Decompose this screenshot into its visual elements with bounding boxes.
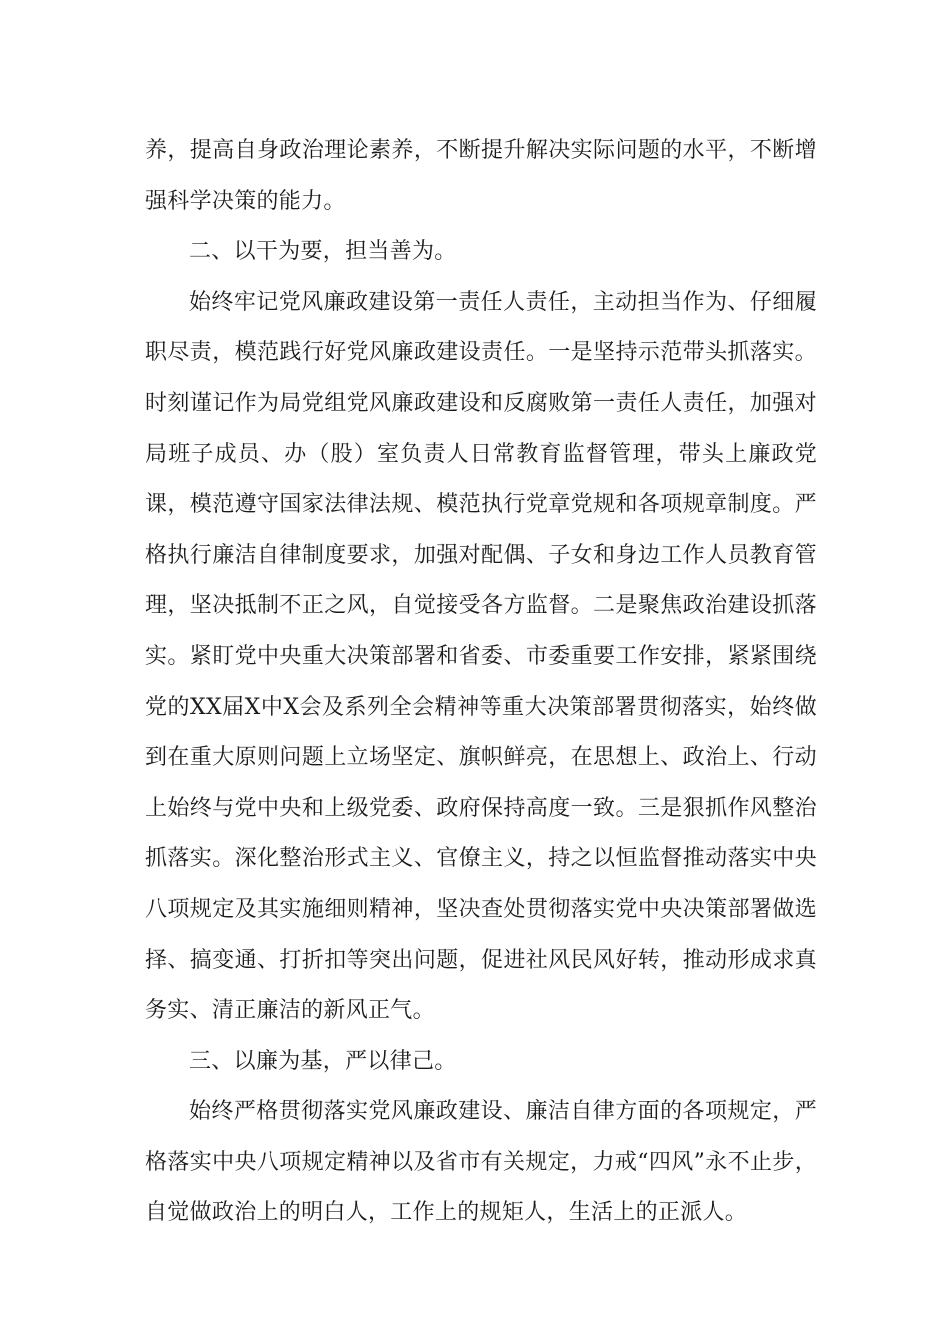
document-body [145, 126, 817, 1239]
section-heading-3: 三、以廉为基，严以律己。 [189, 1048, 457, 1074]
paragraph-section-3-body: 始终严格贯彻落实党风廉政建设、廉洁自律方面的各项规定，严格落实中央八项规定精神以及省市有关规定，力戒“四风”永不止步，自觉做政治上的明白人，工作上的规矩人，生活上的正派人。 [145, 1099, 817, 1226]
paragraph-section-2-body: 始终牢记党风廉政建设第一责任人责任，主动担当作为、仔细履职尽责，模范践行好党风廉政建设责任。一是坚持示范带头抓落实。时刻谨记作为局党组党风廉政建设和反腐败第一责任人责任，加强对局班子成员、办（股）室负责人日常教育监督管理，带头上廉政党课，模范遵守国家法律法规、模范执行党章党规和各项规章制度。严格执行廉洁自律制度要求，加强对配偶、子女和身边工作人员教育管理，坚决抵制不正之风，自觉接受各方监督。二是聚焦政治建设抓落实。紧盯党中央重大决策部署和省委、市委重要工作安排，紧紧围绕党的XX届X中X会及系列全会精神等重大决策部署贯彻落实，始终做到在重大原则问题上立场坚定、旗帜鲜亮，在思想上、政治上、行动上始终与党中央和上级党委、政府保持高度一致。三是狠抓作风整治抓落实。深化整治形式主义、官僚主义，持之以恒监督推动落实中央八项规定及其实施细则精神，坚决查处贯彻落实党中央决策部署做选择、搞变通、打折扣等突出问题，促进社风民风好转，推动形成求真务实、清正廉洁的新风正气。 [145, 289, 817, 1024]
paragraph-continuation: 养，提高自身政治理论素养，不断提升解决实际问题的水平，不断增强科学决策的能力。 [145, 138, 817, 214]
section-heading-2: 二、以干为要，担当善为。 [189, 239, 457, 265]
